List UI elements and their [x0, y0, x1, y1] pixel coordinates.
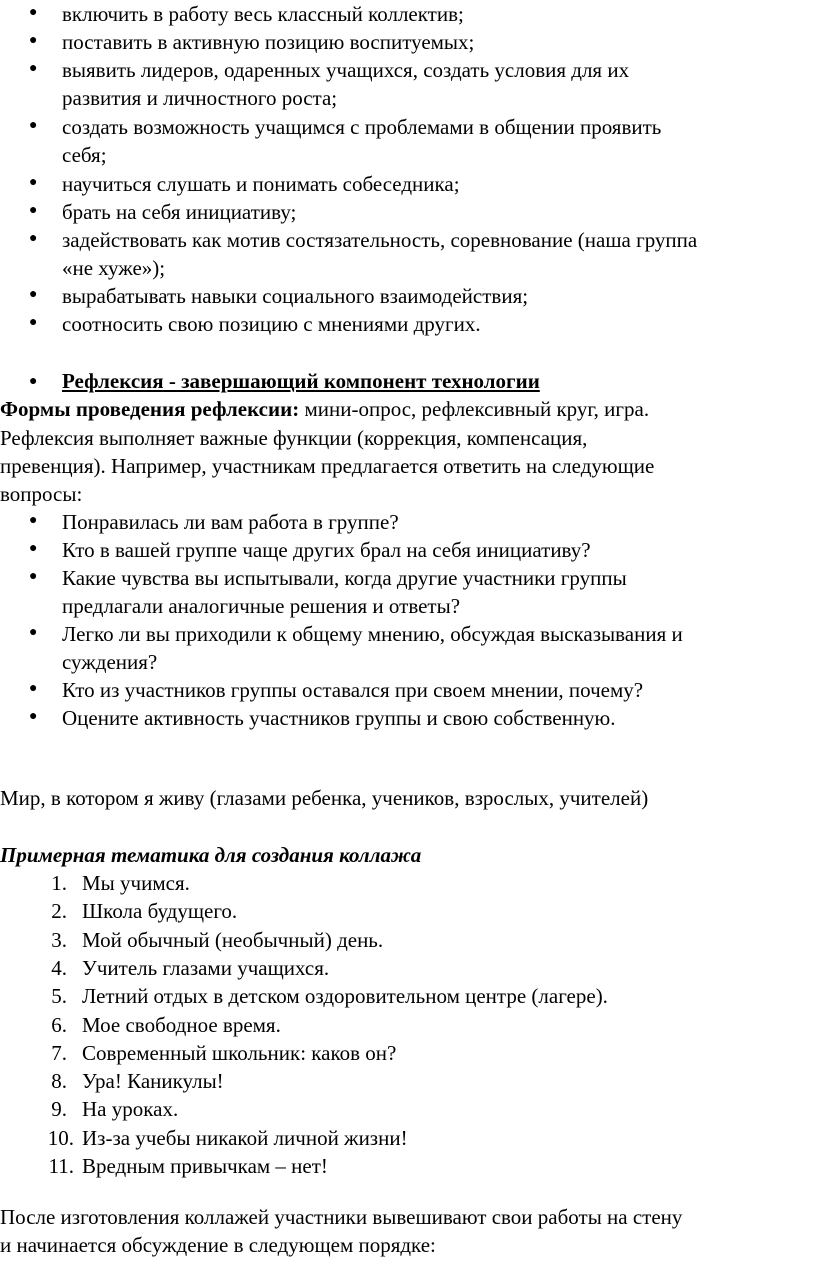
world-line: Мир, в котором я живу (глазами ребенка, учеников, взрослых, учителей) [0, 786, 649, 810]
list-number: 1. [51, 871, 67, 895]
topic-text: Из-за учебы никакой личной жизни! [82, 1125, 408, 1150]
list-item-text: включить в работу весь классный коллектив; [62, 2, 464, 26]
list-item-text: соотносить свою позицию с мнениями других. [62, 312, 481, 336]
list-number: 3. [51, 927, 67, 952]
topic-text: Летний отдых в детском оздоровительном центре (лагере). [82, 984, 608, 1009]
list-number: 4. [51, 955, 67, 980]
topic-text: Вредным привычкам – нет! [82, 1154, 328, 1178]
topic-text: Мой обычный (необычный) день. [82, 927, 384, 952]
question-text: Легко ли вы приходили к общему мнению, обсуждая высказывания и [62, 622, 683, 646]
list-number: 9. [51, 1097, 67, 1122]
list-item-text: вырабатывать навыки социального взаимодействия; [62, 284, 529, 308]
bullet-icon: ● [29, 374, 38, 389]
list-number: 10. [47, 1125, 74, 1150]
bullet-icon: ● [29, 175, 38, 190]
list-number: 7. [51, 1040, 67, 1065]
list-item-text: поставить в активную позицию воспитуемых; [62, 30, 475, 54]
list-item-text: выявить лидеров, одаренных учащихся, создать условия для их [62, 58, 630, 82]
bullet-icon: ● [29, 61, 38, 76]
topic-text: На уроках. [82, 1097, 179, 1122]
bullet-icon: ● [29, 118, 38, 133]
forms-label: Формы проведения рефлексии: [0, 397, 300, 421]
paragraph-line: Рефлексия выполняет важные функции (коррекция, компенсация, [0, 426, 588, 450]
list-item-text: задействовать как мотив состязательность, соревнование (наша группа [62, 228, 698, 252]
collage-heading: Примерная тематика для создания коллажа [0, 843, 422, 867]
bullet-icon: ● [29, 541, 38, 556]
question-text: Понравилась ли вам работа в группе? [62, 510, 399, 534]
bullet-icon: ● [29, 5, 38, 20]
list-item-text: создать возможность учащимся с проблемами в общении проявить [62, 115, 662, 139]
bullet-icon: ● [29, 709, 38, 724]
question-text: суждения? [62, 650, 158, 674]
bullet-icon: ● [29, 315, 38, 330]
topic-text: Ура! Каникулы! [82, 1069, 224, 1094]
list-item-text: научиться слушать и понимать собеседника; [62, 172, 460, 196]
bullet-icon: ● [29, 33, 38, 48]
topic-text: Учитель глазами учащихся. [82, 955, 330, 980]
list-item-text: «не хуже»); [62, 256, 166, 280]
list-item-text: брать на себя инициативу; [62, 200, 297, 224]
forms-text: мини-опрос, рефлексивный круг, игра. [299, 397, 650, 421]
bullet-icon: ● [29, 681, 38, 696]
topic-text: Мы учимся. [82, 871, 190, 895]
question-text: Кто в вашей группе чаще других брал на себя инициативу? [62, 538, 591, 562]
bullet-icon: ● [29, 203, 38, 218]
list-number: 8. [51, 1069, 67, 1094]
question-text: Какие чувства вы испытывали, когда другие участники группы [62, 566, 627, 590]
topic-text: Современный школьник: каков он? [82, 1040, 397, 1065]
bullet-icon: ● [29, 513, 38, 528]
bullet-icon: ● [29, 569, 38, 584]
question-text: Кто из участников группы оставался при своем мнении, почему? [62, 678, 644, 702]
list-number: 11. [48, 1154, 74, 1178]
list-item-text: себя; [62, 143, 107, 167]
list-item-text: развития и личностного роста; [62, 86, 338, 110]
section-heading: Рефлексия - завершающий компонент технологии [62, 369, 540, 393]
closing-line: После изготовления коллажей участники вывешивают свои работы на стену [0, 1205, 683, 1229]
list-number: 6. [51, 1012, 67, 1037]
bullet-icon: ● [29, 625, 38, 640]
bullet-icon: ● [29, 287, 38, 302]
forms-line [0, 395, 649, 423]
paragraph-line: вопросы: [0, 482, 83, 506]
closing-line: и начинается обсуждение в следующем порядке: [0, 1233, 436, 1257]
list-number: 5. [51, 984, 67, 1009]
paragraph-line: превенция). Например, участникам предлагается ответить на следующие [0, 454, 655, 478]
list-number: 2. [51, 899, 67, 924]
topic-text: Мое свободное время. [82, 1012, 281, 1037]
bullet-icon: ● [29, 231, 38, 246]
question-text: предлагали аналогичные решения и ответы? [62, 594, 461, 618]
question-text: Оцените активность участников группы и свою собственную. [62, 706, 616, 730]
topic-text: Школа будущего. [82, 899, 238, 924]
